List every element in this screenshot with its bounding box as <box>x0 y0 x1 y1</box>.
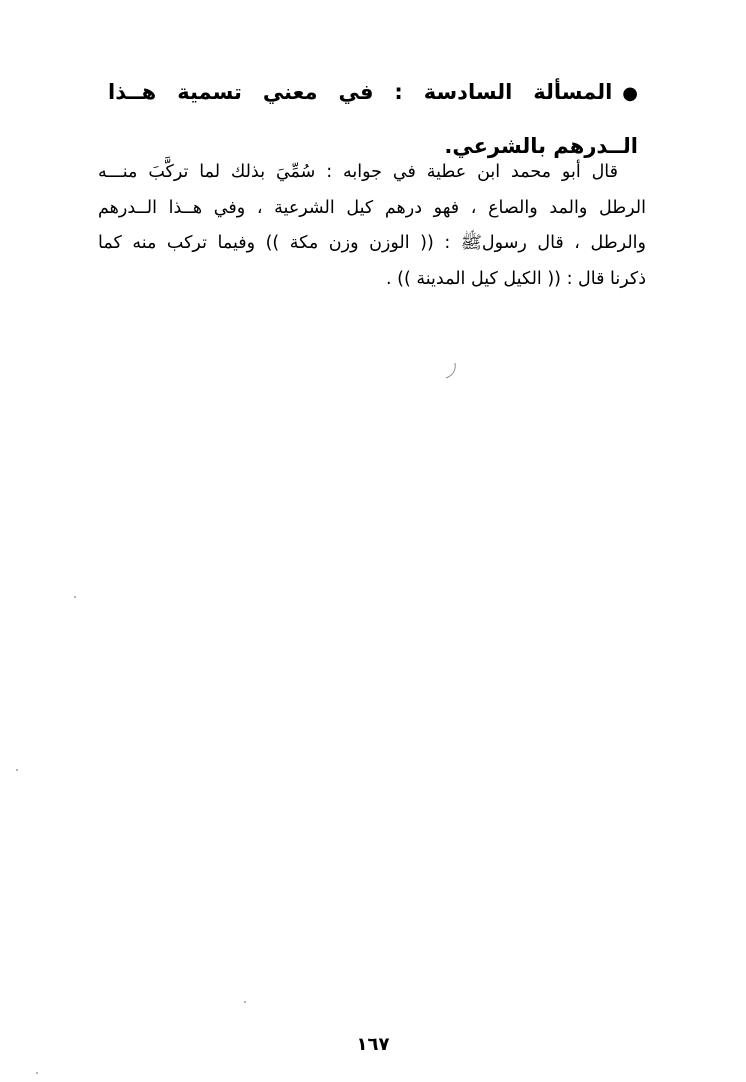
paragraph-line-1: قال أبو محمد ابن عطية في جوابه : سُمِّيَ بذلك لما تركَّبَ منـــه <box>98 162 618 182</box>
section-heading-text: المسألة السادسة : في معني تسمية هــذا الــدرهم بالشرعي. <box>108 80 638 158</box>
scan-speck <box>16 769 18 771</box>
paragraph-line-4: ذكرنا قال : (( الكيل كيل المدينة )) . <box>386 268 646 289</box>
paragraph-line-2: الرطل والمد والصاع ، فهو درهم كيل الشرعية ، وفي هــذا الــدرهم <box>98 197 646 218</box>
scan-speck <box>36 1072 38 1074</box>
page-number: ١٦٧ <box>356 1034 390 1055</box>
body-paragraph <box>98 155 646 297</box>
paragraph-line-3: والرطل ، قال رسولﷺ : (( الوزن وزن مكة )) وفيما تركب منه كما <box>98 233 646 253</box>
scan-speck <box>244 1001 246 1003</box>
bullet-icon: ● <box>622 83 638 104</box>
pen-stroke-mark <box>444 362 458 380</box>
scan-speck <box>74 596 76 598</box>
